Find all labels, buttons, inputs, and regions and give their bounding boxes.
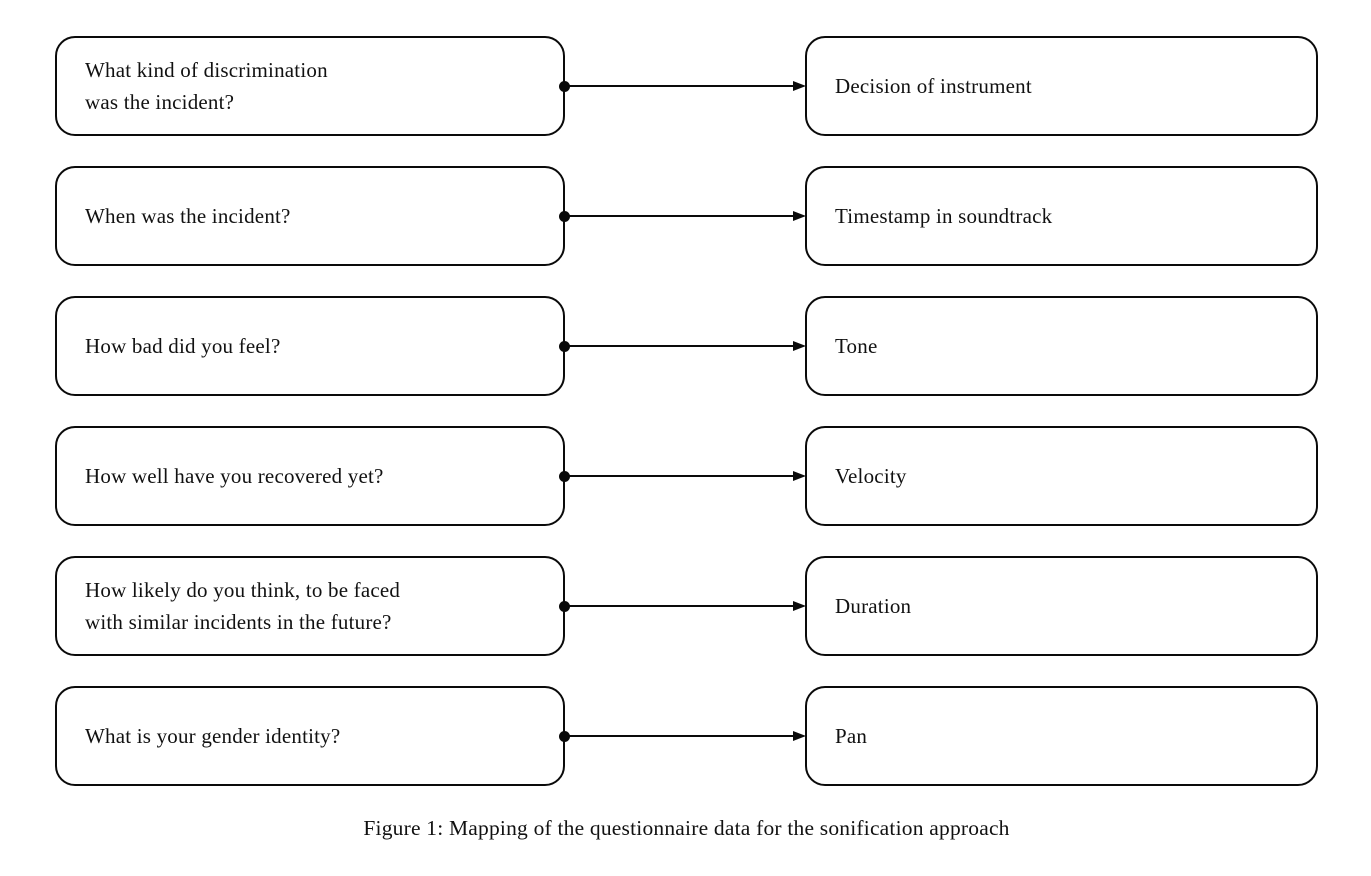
connector-line	[565, 215, 802, 217]
parameter-text-1: Decision of instrument	[835, 74, 1032, 98]
mapping-connector-3	[565, 296, 805, 396]
figure-caption: Figure 1: Mapping of the questionnaire data for the sonification approach	[363, 816, 1010, 840]
arrowhead-icon	[793, 211, 806, 221]
question-text-4: How well have you recovered yet?	[85, 464, 384, 488]
question-text-5: How likely do you think, to be faced with similar incidents in the future?	[85, 578, 401, 634]
mapping-connector-2	[565, 166, 805, 266]
question-box-5	[55, 556, 565, 656]
mapping-row-6	[55, 686, 1318, 786]
parameter-text-6: Pan	[835, 724, 868, 748]
mapping-row-4	[55, 426, 1318, 526]
mapping-row-1	[55, 36, 1318, 136]
parameter-box-5	[805, 556, 1318, 656]
mapping-connector-1	[565, 36, 805, 136]
mapping-row-3	[55, 296, 1318, 396]
arrowhead-icon	[793, 731, 806, 741]
question-text-2: When was the incident?	[85, 204, 291, 228]
parameter-text-2: Timestamp in soundtrack	[835, 204, 1053, 228]
parameter-box-2	[805, 166, 1318, 266]
connector-line	[565, 345, 802, 347]
parameter-box-1	[805, 36, 1318, 136]
arrowhead-icon	[793, 341, 806, 351]
connector-line	[565, 735, 802, 737]
mapping-row-5	[55, 556, 1318, 656]
arrowhead-icon	[793, 601, 806, 611]
question-text-3: How bad did you feel?	[85, 334, 281, 358]
parameter-text-3: Tone	[835, 334, 878, 358]
mapping-connector-5	[565, 556, 805, 656]
question-text-1: What kind of discrimination was the incident?	[85, 58, 328, 114]
arrowhead-icon	[793, 471, 806, 481]
mapping-connector-4	[565, 426, 805, 526]
question-box-3	[55, 296, 565, 396]
connector-line	[565, 605, 802, 607]
connector-line	[565, 85, 802, 87]
parameter-box-3	[805, 296, 1318, 396]
parameter-box-4	[805, 426, 1318, 526]
parameter-box-6	[805, 686, 1318, 786]
question-box-6	[55, 686, 565, 786]
connector-line	[565, 475, 802, 477]
question-text-6: What is your gender identity?	[85, 724, 341, 748]
question-box-2	[55, 166, 565, 266]
parameter-text-4: Velocity	[835, 464, 907, 488]
arrowhead-icon	[793, 81, 806, 91]
mapping-row-2	[55, 166, 1318, 266]
question-box-4	[55, 426, 565, 526]
parameter-text-5: Duration	[835, 594, 912, 618]
question-box-1	[55, 36, 565, 136]
mapping-connector-6	[565, 686, 805, 786]
